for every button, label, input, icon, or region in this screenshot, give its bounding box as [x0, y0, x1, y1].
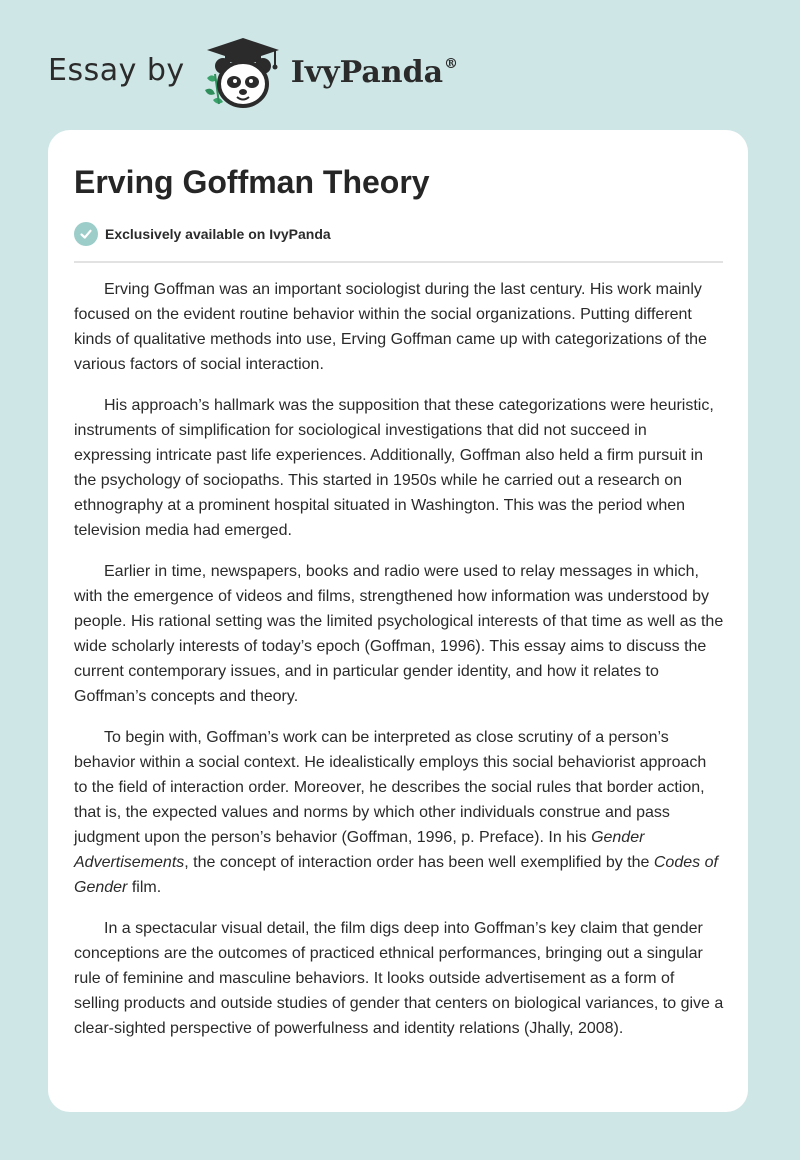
exclusive-badge-label: Exclusively available on IvyPanda: [105, 226, 331, 242]
site-header: [48, 34, 458, 114]
gender-advertisements-title: Gender Advertisements: [74, 829, 645, 871]
brand-name[interactable]: IvyPanda®: [290, 54, 459, 90]
essay-body: [74, 277, 724, 1057]
divider: [74, 261, 723, 263]
paragraph-4: To begin with, Goffman’s work can be interpreted as close scrutiny of a person’s behavior within a social context. He idealistically employs this social behaviorist approach to the field of interaction order. Moreover, he describes the social rules that border action, that is, the expected values and norms by which other individuals construe and pass judgment upon the person’s behavior (Goffman, 1996, p. Preface). In his Gender Advertisements, the concept of interaction order has been well exemplified by the Codes of Gender film.: [74, 729, 718, 896]
paragraph-3: Earlier in time, newspapers, books and radio were used to relay messages in which, with the emergence of videos and films, strengthened how information was understood by people. His rational setting was the limited psychological interests of that time as well as the wide scholarly interests of today’s epoch (Goffman, 1996). This essay aims to discuss the current contemporary issues, and in particular gender identity, and how it relates to Goffman’s concepts and theory.: [74, 563, 724, 705]
registered-mark: ®: [444, 55, 459, 72]
panda-logo-icon[interactable]: [199, 34, 287, 114]
essay-card: [48, 130, 748, 1112]
check-circle-icon: [74, 222, 98, 246]
paragraph-2: His approach’s hallmark was the supposition that these categorizations were heuristic, instruments of simplification for sociological investigations that did not succeed in expressing intricate past life experiences. Additionally, Goffman also held a firm pursuit in the psychology of sociopaths. This started in 1950s while he carried out a research on ethnography at a prominent hospital situated in Washington. This was the period when television media had emerged.: [74, 397, 714, 539]
page-title: Erving Goffman Theory: [74, 164, 430, 200]
exclusive-badge: [74, 222, 331, 246]
codes-of-gender-title: Codes of Gender: [74, 854, 718, 896]
essay-by-label: Essay by: [48, 52, 185, 88]
paragraph-5: In a spectacular visual detail, the film digs deep into Goffman’s key claim that gender conceptions are the outcomes of practiced ethnical performances, bringing out a singular rule of feminine and masculine behaviors. It looks outside advertisement as a form of selling products and outside studies of gender that centers on biological variances, to give a clear-sighted perspective of powerfulness and identity relations (Jhally, 2008).: [74, 920, 724, 1037]
paragraph-1: Erving Goffman was an important sociologist during the last century. His work mainly focused on the evident routine behavior within the social organizations. Putting different kinds of qualitative methods into use, Erving Goffman came up with categorizations of the various factors of social interaction.: [74, 281, 707, 373]
